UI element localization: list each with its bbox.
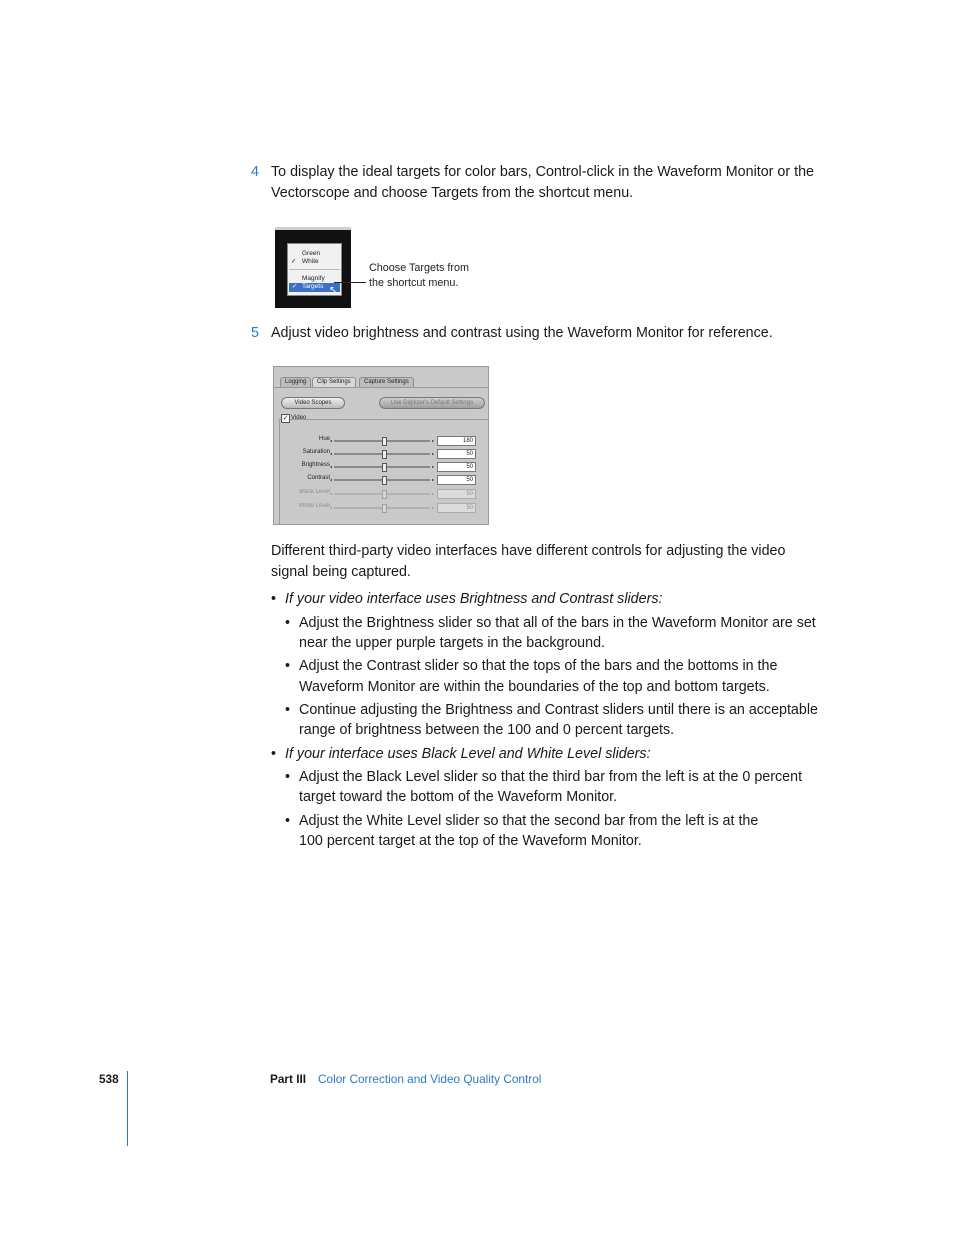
slider-min-icon: ◂ (330, 491, 333, 496)
slider-row-white-level (274, 503, 488, 513)
case-2-bullet-1-line-2: target toward the bottom of the Waveform Monitor. (299, 789, 618, 805)
case-1-bullet-3-line-1: Continue adjusting the Brightness and Contrast sliders until there is an acceptable (299, 702, 818, 718)
shortcut-menu-screenshot (275, 227, 351, 308)
menu-item-green: Green (302, 250, 321, 257)
slider-value-field: 50 (437, 503, 476, 513)
slider-max-icon: ▸ (432, 438, 435, 443)
bullet-icon: • (285, 702, 291, 718)
step-4-line-2: Vectorscope and choose Targets from the shortcut menu. (271, 185, 634, 201)
slider-min-icon: ◂ (330, 438, 333, 443)
slider-min-icon: ◂ (330, 464, 333, 469)
bullet-icon: • (285, 813, 291, 829)
tab-logging: Logging (280, 377, 311, 387)
slider-thumb (382, 476, 387, 485)
check-icon: ✓ (292, 283, 298, 290)
slider-track (334, 440, 430, 442)
slider-label: Saturation (302, 449, 330, 455)
slider-row-contrast (274, 475, 488, 485)
slider-track (334, 453, 430, 455)
footer-rule (127, 1071, 128, 1146)
case-2-bullet-2-line-2: 100 percent target at the top of the Waveform Monitor. (299, 833, 642, 849)
slider-label: White Level (298, 503, 330, 509)
slider-value-field: 50 (437, 475, 476, 485)
slider-min-icon: ◂ (330, 505, 333, 510)
slider-row-brightness (274, 462, 488, 472)
check-icon: ✓ (291, 258, 297, 265)
slider-track (334, 493, 430, 495)
slider-thumb (382, 463, 387, 472)
case-2-heading: If your interface uses Black Level and White Level sliders: (285, 746, 651, 762)
slider-thumb (382, 504, 387, 513)
step-5-number: 5 (251, 325, 259, 341)
menu-separator (289, 269, 340, 270)
case-2-bullet-2-line-1: Adjust the White Level slider so that the second bar from the left is at the (299, 813, 759, 829)
callout-line-2: the shortcut menu. (369, 277, 459, 289)
slider-label: Brightness (301, 462, 330, 468)
footer-chapter-title: Color Correction and Video Quality Control (318, 1072, 542, 1086)
clip-settings-screenshot (273, 366, 489, 525)
tab-bar (274, 377, 488, 388)
step-4-line-1: To display the ideal targets for color bars, Control-click in the Waveform Monitor or the (271, 164, 814, 180)
slider-row-hue (274, 436, 488, 446)
step-4-number: 4 (251, 164, 259, 180)
slider-value-field: 50 (437, 489, 476, 499)
case-1-heading: If your video interface uses Brightness and Contrast sliders: (285, 591, 663, 607)
case-1-bullet-3-line-2: range of brightness between the 100 and 0 percent targets. (299, 722, 675, 738)
default-settings-button: Use Digitizer's Default Settings (379, 397, 485, 409)
video-scopes-button: Video Scopes (281, 397, 345, 409)
slider-track (334, 479, 430, 481)
slider-min-icon: ◂ (330, 477, 333, 482)
callout-line (334, 282, 366, 283)
case-2-bullet-1-line-1: Adjust the Black Level slider so that the third bar from the left is at the 0 percent (299, 769, 803, 785)
footer-part-label: Part III (270, 1072, 307, 1086)
case-1-bullet-1-line-1: Adjust the Brightness slider so that all of the bars in the Waveform Monitor are set (299, 615, 816, 631)
slider-row-saturation (274, 449, 488, 459)
slider-max-icon: ▸ (432, 491, 435, 496)
bullet-icon: • (285, 769, 291, 785)
tab-clip-settings: Clip Settings (312, 377, 356, 387)
callout-text (369, 261, 469, 291)
menu-item-magnify: Magnify (302, 275, 325, 282)
slider-value-field: 180 (437, 436, 476, 446)
slider-max-icon: ▸ (432, 477, 435, 482)
slider-label: Black Level (299, 489, 330, 495)
case-1-bullet-2-line-2: Waveform Monitor are within the boundaries of the top and bottom targets. (299, 679, 770, 695)
bullet-icon: • (271, 746, 277, 762)
callout-line-1: Choose Targets from (369, 262, 470, 274)
case-1-bullet-1-line-2: near the upper purple targets in the background. (299, 635, 606, 651)
slider-track (334, 507, 430, 509)
slider-value-field: 50 (437, 462, 476, 472)
slider-row-black-level (274, 489, 488, 499)
intro-line-1: Different third-party video interfaces have different controls for adjusting the video (271, 543, 786, 559)
slider-max-icon: ▸ (432, 505, 435, 510)
slider-track (334, 466, 430, 468)
bullet-icon: • (285, 658, 291, 674)
slider-label: Contrast (307, 475, 330, 481)
bullet-icon: • (285, 615, 291, 631)
slider-value-field: 50 (437, 449, 476, 459)
bullet-icon: • (271, 591, 277, 607)
video-group-label: Video (291, 415, 307, 421)
case-1-bullet-2-line-1: Adjust the Contrast slider so that the tops of the bars and the bottoms in the (299, 658, 778, 674)
video-checkbox: ✓ (282, 415, 289, 422)
slider-min-icon: ◂ (330, 451, 333, 456)
menu-item-white: White (302, 258, 319, 265)
menu-item-targets: Targets (302, 283, 324, 290)
slider-thumb (382, 437, 387, 446)
slider-label: Hue (318, 436, 330, 442)
intro-line-2: signal being captured. (271, 564, 411, 580)
slider-max-icon: ▸ (432, 464, 435, 469)
slider-thumb (382, 490, 387, 499)
page-number: 538 (99, 1072, 119, 1086)
step-5-text: Adjust video brightness and contrast using the Waveform Monitor for reference. (271, 325, 773, 341)
tab-capture-settings: Capture Settings (359, 377, 414, 387)
slider-max-icon: ▸ (432, 451, 435, 456)
cursor-arrow-icon: ↖ (329, 285, 338, 296)
slider-thumb (382, 450, 387, 459)
